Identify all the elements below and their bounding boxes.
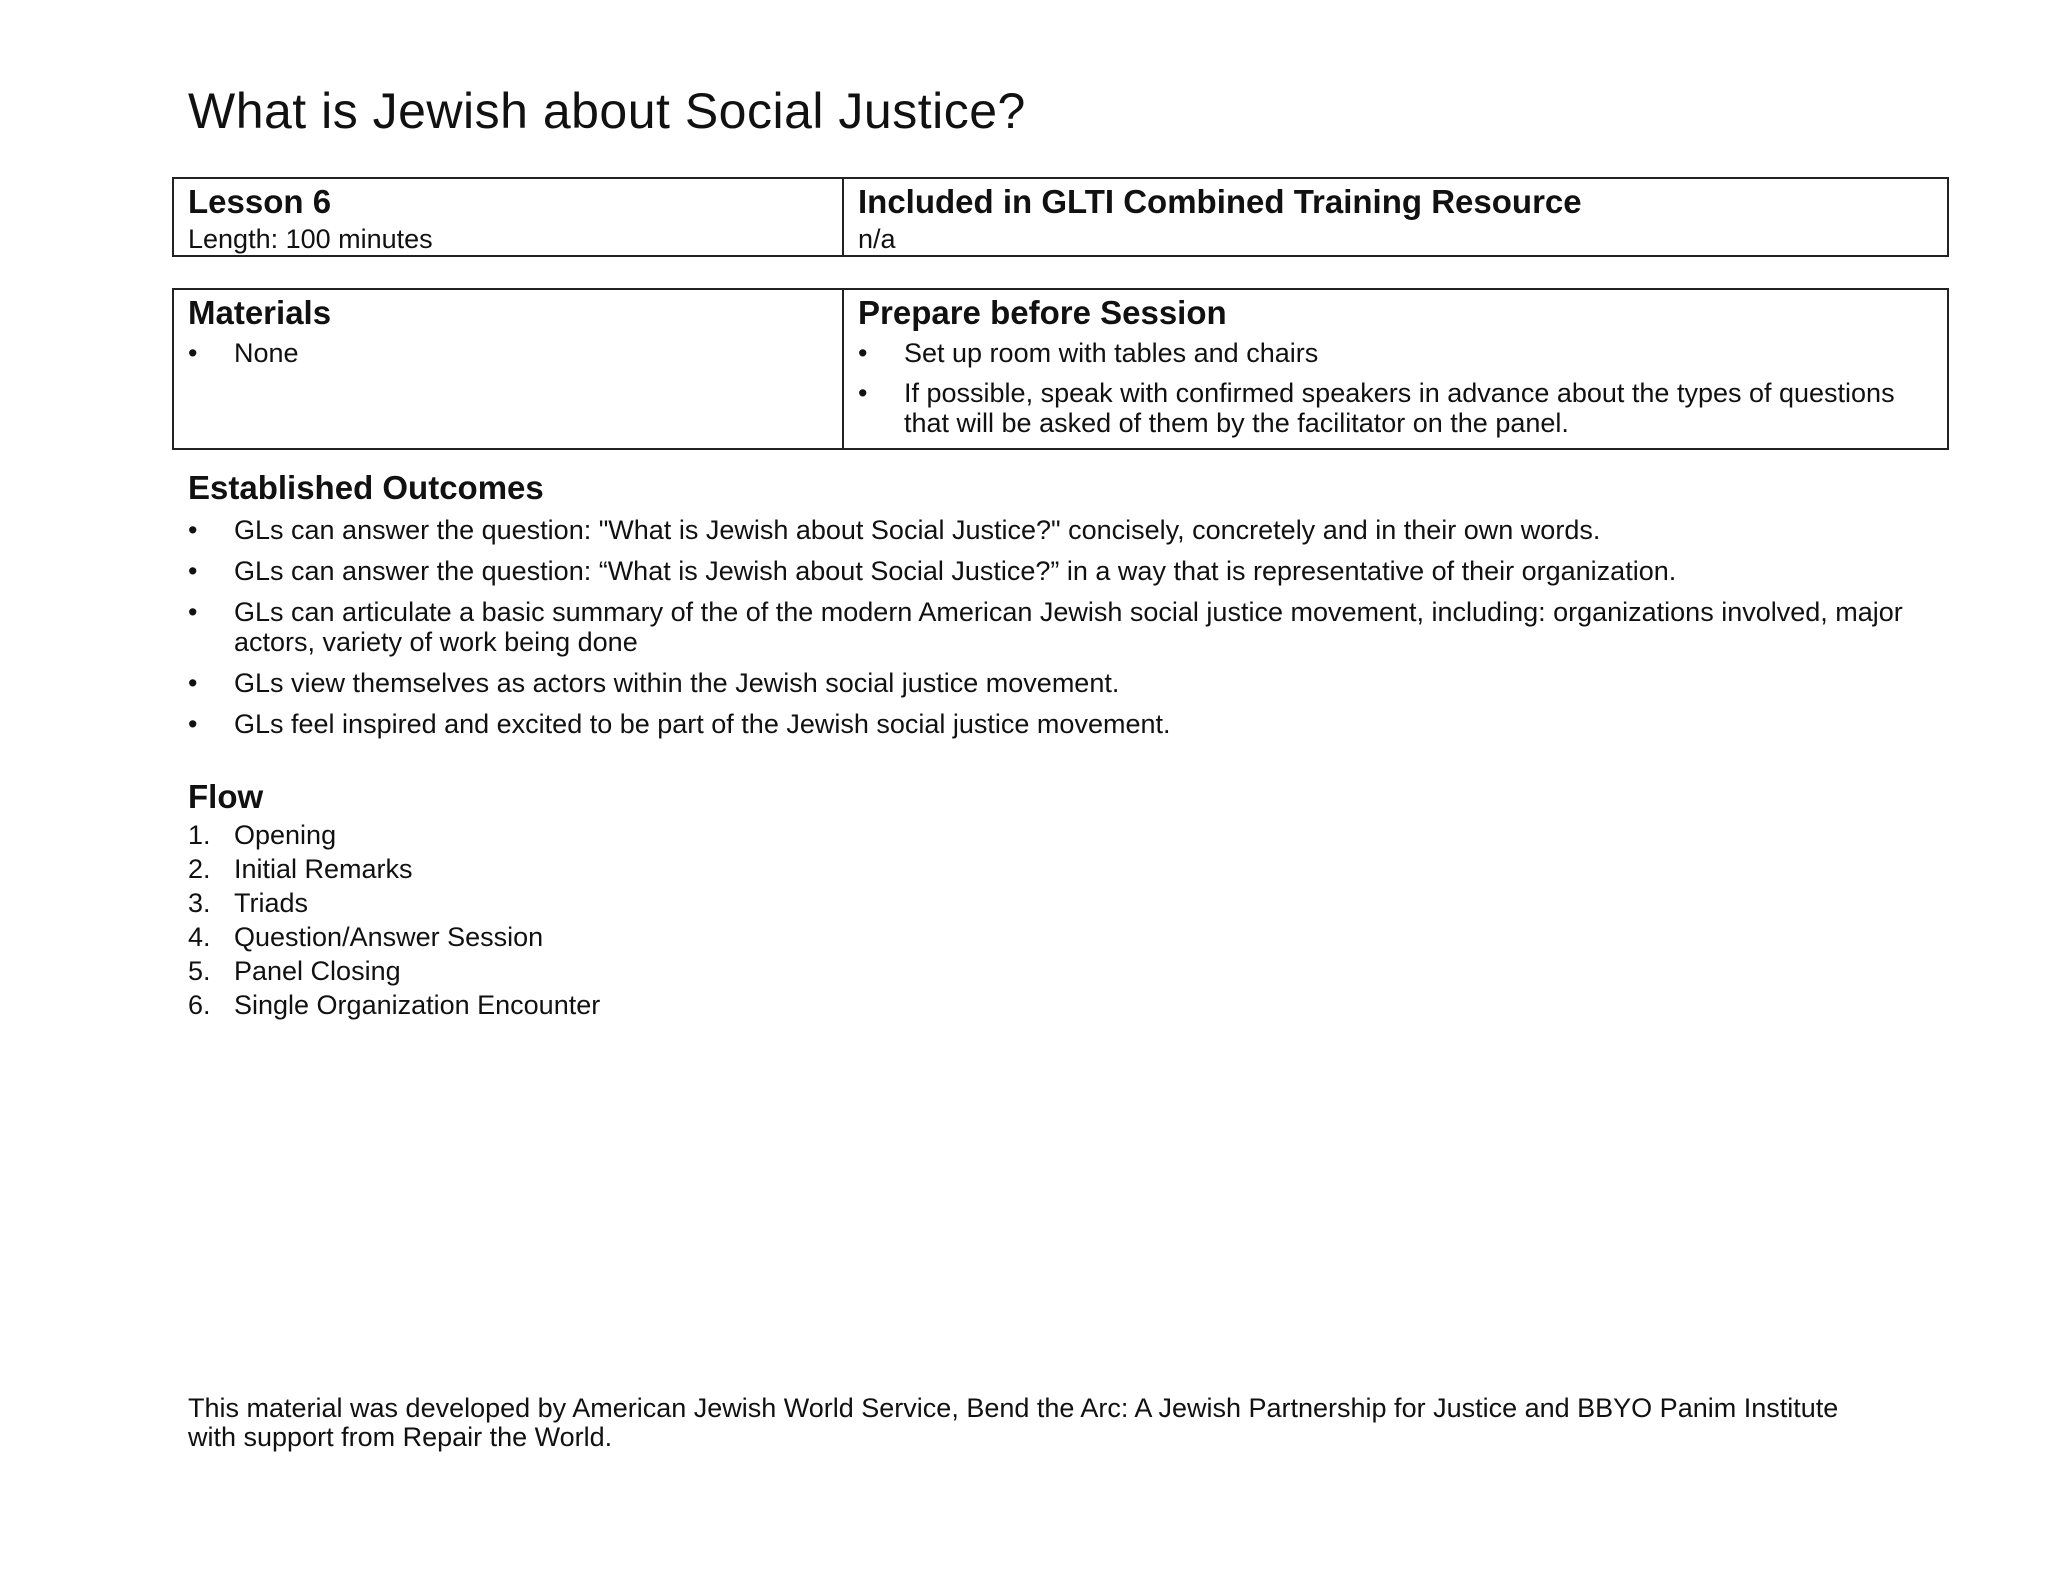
list-item [858,378,1933,438]
flow-number: 5. [188,956,211,986]
materials-prep-table [172,288,1949,450]
flow-list [188,818,1948,1022]
list-item [188,886,1948,920]
prepare-item: If possible, speak with confirmed speakers in advance about the types of questions that will be asked of them by the facilitator on the panel. [904,378,1895,438]
materials-heading: Materials [188,294,332,331]
outcome-text: GLs can articulate a basic summary of the of the modern American Jewish social justice movement, including: organizations involved, major actors, variety of work being done [234,597,1903,657]
flow-label: Initial Remarks [234,854,413,884]
attribution-footer: This material was developed by American Jewish World Service, Bend the Arc: A Jewish Partnership for Justice and BBYO Panim Institute with support from Repair the World. [188,1393,1839,1452]
prepare-item: Set up room with tables and chairs [904,338,1319,368]
list-item [858,338,1933,368]
resource-value: n/a [858,224,896,254]
outcomes-section [188,467,1948,750]
bullet-icon: • [188,515,198,545]
list-item [188,852,1948,886]
lesson-cell [173,178,843,256]
flow-number: 3. [188,888,211,918]
list-item [188,515,1948,545]
outcomes-heading: Established Outcomes [188,469,544,506]
flow-label: Question/Answer Session [234,922,544,952]
list-item [188,818,1948,852]
flow-number: 4. [188,922,211,952]
bullet-icon: • [188,338,198,368]
list-item [188,668,1948,698]
flow-heading: Flow [188,778,264,815]
list-item [188,338,828,368]
list-item [188,597,1948,657]
page-title: What is Jewish about Social Justice? [188,83,1026,139]
bullet-icon: • [188,556,198,586]
flow-label: Opening [234,820,337,850]
lesson-heading: Lesson 6 [188,183,332,220]
prepare-list [858,338,1933,438]
list-item [188,920,1948,954]
outcome-text: GLs feel inspired and excited to be part of the Jewish social justice movement. [234,709,1171,739]
list-item [188,709,1948,739]
bullet-icon: • [188,597,198,627]
bullet-icon: • [858,378,868,408]
materials-item: None [234,338,299,368]
flow-number: 1. [188,820,211,850]
bullet-icon: • [188,668,198,698]
bullet-icon: • [858,338,868,368]
outcome-text: GLs can answer the question: "What is Jewish about Social Justice?" concisely, concretely and in their own words. [234,515,1601,545]
resource-heading: Included in GLTI Combined Training Resource [858,183,1582,220]
materials-cell [173,289,843,449]
materials-list [188,338,828,368]
resource-cell [843,178,1948,256]
flow-label: Panel Closing [234,956,401,986]
list-item [188,988,1948,1022]
prepare-heading: Prepare before Session [858,294,1227,331]
flow-section [188,776,1948,1022]
prepare-cell [843,289,1948,449]
lesson-info-table [172,177,1949,257]
outcome-text: GLs can answer the question: “What is Jewish about Social Justice?” in a way that is representative of their organization. [234,556,1677,586]
flow-label: Single Organization Encounter [234,990,601,1020]
outcome-text: GLs view themselves as actors within the Jewish social justice movement. [234,668,1120,698]
list-item [188,954,1948,988]
flow-label: Triads [234,888,309,918]
flow-number: 2. [188,854,211,884]
bullet-icon: • [188,709,198,739]
outcomes-list [188,515,1948,739]
list-item [188,556,1948,586]
flow-number: 6. [188,990,211,1020]
lesson-length: Length: 100 minutes [188,224,433,254]
